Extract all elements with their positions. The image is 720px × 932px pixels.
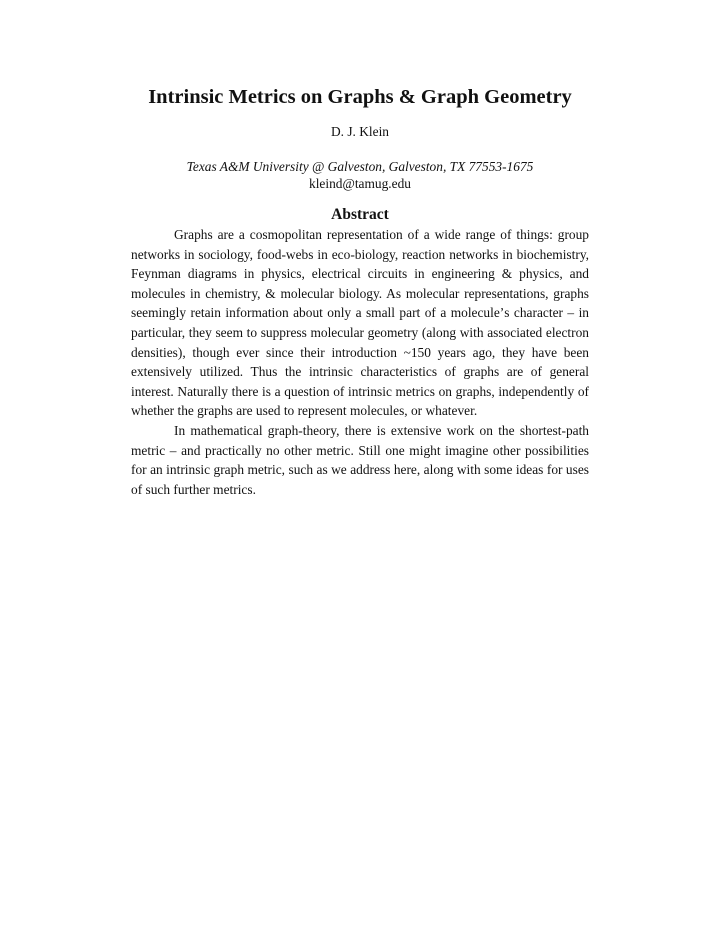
author-email: kleind@tamug.edu (309, 176, 411, 191)
author-name: D. J. Klein (330, 124, 390, 139)
abstract-paragraph: In mathematical graph-theory, there is extensive work on the shortest-path metric – and practically no other metric. Still one might imagine other possibilities for an intrinsic graph metric, such as we address here, along with some ideas for uses of such further metrics. (131, 422, 589, 497)
abstract-heading: Abstract (331, 206, 389, 223)
author-affiliation: Texas A&M University @ Galveston, Galveston, TX 77553-1675 (186, 159, 534, 174)
abstract-paragraph: Graphs are a cosmopolitan representation of a wide range of things: group networks in sociology, food-webs in eco-biology, reaction networks in biochemistry, Feynman diagrams in physics, electrical circuits in engineering & physics, and molecules in chemistry, & molecular biology. As molecular representations, graphs seemingly retain information about only a small part of a moleculeʼs character – in particular, they seem to suppress molecular geometry (along with associated electron densities), though ever since their introduction ~150 years ago, they have been extensively utilized. Thus the intrinsic characteristics of graphs are of general interest. Naturally there is a question of intrinsic metrics on graphs, independently of whether the graphs are used to represent molecules, or whatever. (131, 227, 589, 419)
paper-title: Intrinsic Metrics on Graphs & Graph Geometry (148, 86, 572, 108)
abstract-body (131, 225, 589, 499)
